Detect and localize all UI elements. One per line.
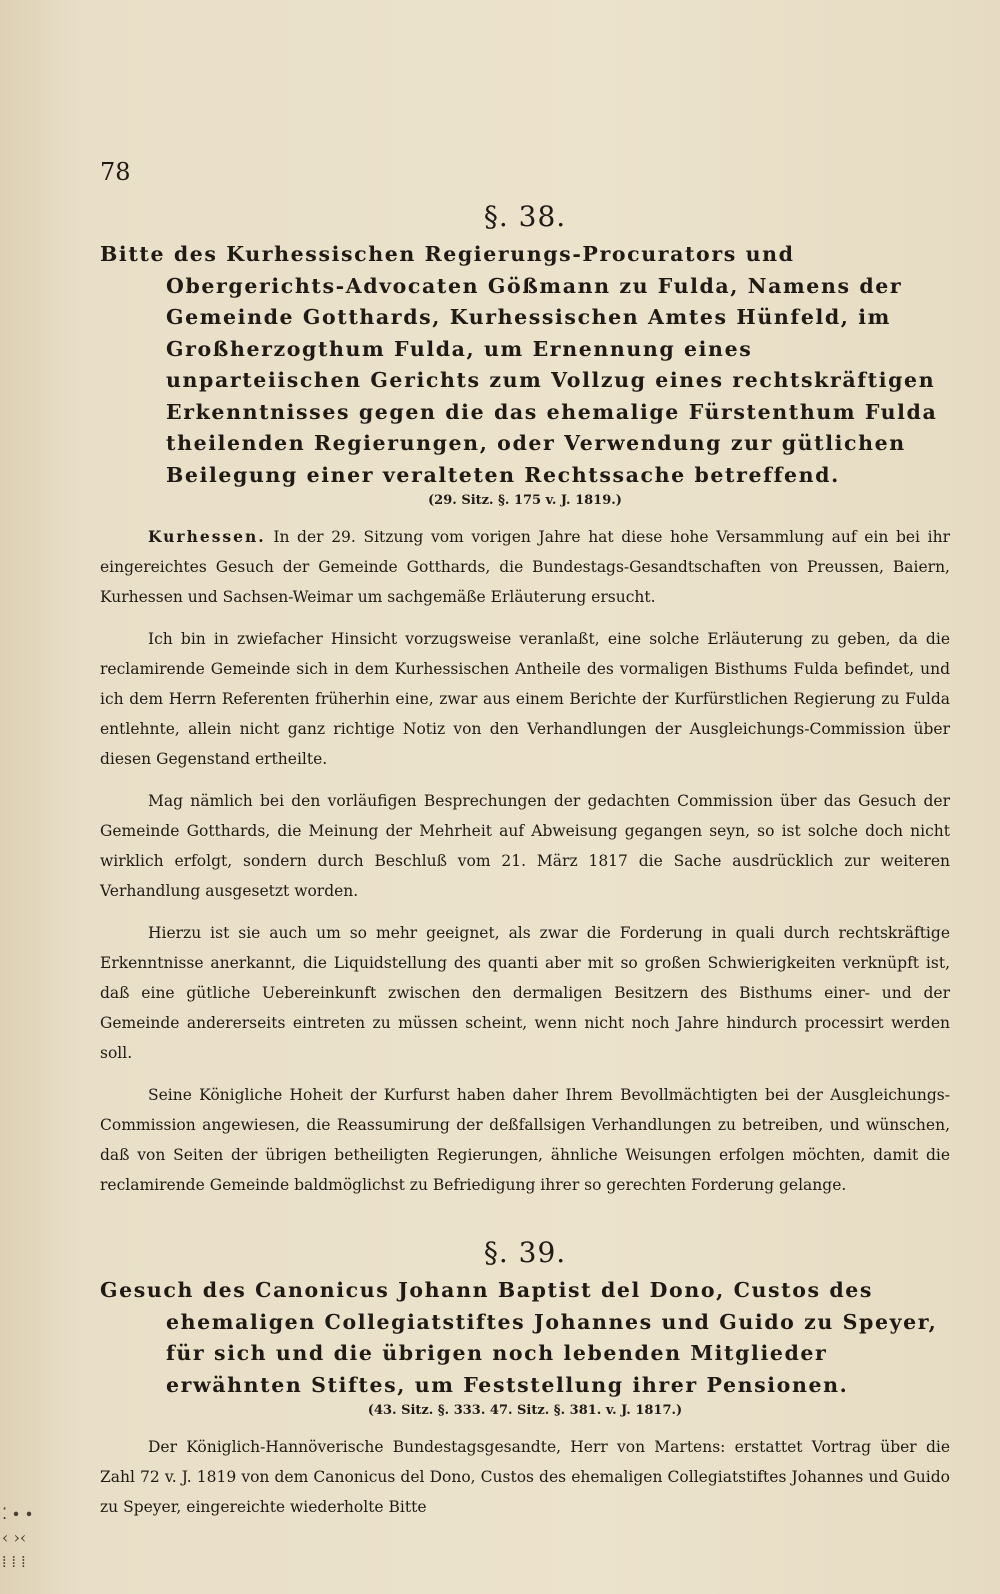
paragraph-text: Seine Königliche Hoheit der Kurfurst haben daher Ihrem Bevollmächtigten bei der Ausgleichungs-Commission angewiesen, die Reassumirung der deßfallsigen Verhandlungen zu betreiben, und wünschen, daß von Seiten der übrigen betheiligten Regierungen, ähnliche Weisungen erfolgen möchten, damit die reclamirende Gemeinde baldmöglichst zu Befriedigung ihrer so gerechten Forderung gelange. (100, 1086, 950, 1194)
paragraph-text: Hierzu ist sie auch um so mehr geeignet, als zwar die Forderung in quali durch rechtskräftige Erkenntnisse anerkannt, die Liquidstellung des quanti aber mit so großen Schwierigkeiten verknüpft ist, daß eine gütliche Uebereinkunft zwischen den dermaligen Besitzern des Bisthums einer- und der Gemeinde andererseits eintreten zu müssen scheint, wenn nicht noch Jahre hindurch processirt werden soll. (100, 924, 950, 1062)
paragraph-text: Ich bin in zwiefacher Hinsicht vorzugsweise veranlaßt, eine solche Erläuterung zu geben, da die reclamirende Gemeinde sich in dem Kurhessischen Antheile des vormaligen Bisthums Fulda befindet, und ich dem Herrn Referenten früherhin eine, zwar aus einem Berichte der Kurfürstlichen Regierung zu Fulda entlehnte, allein nicht ganz richtige Notiz von den Verhandlungen der Ausgleichungs-Commission über diesen Gegenstand ertheilte. (100, 630, 950, 768)
paragraph (100, 1080, 950, 1200)
citation: (29. Sitz. §. 175 v. J. 1819.) (428, 493, 622, 508)
paragraph-text: Mag nämlich bei den vorläufigen Besprechungen der gedachten Commission über das Gesuch der Gemeinde Gotthards, die Meinung der Mehrheit auf Abweisung gegangen seyn, so ist solche doch nicht wirklich erfolgt, sondern durch Beschluß vom 21. März 1817 die Sache ausdrücklich zur weiteren Verhandlung ausgesetzt worden. (100, 792, 950, 900)
paragraph (100, 918, 950, 1068)
paragraph (100, 522, 950, 612)
margin-marks: ⁚ ∙ ∙ ‹ ›‹ ⁞ ⁞ ⁞ (2, 1504, 33, 1571)
paragraph (100, 1432, 950, 1522)
page-content (100, 158, 950, 1534)
section-heading: §. 38. (483, 200, 567, 233)
paragraph-text: In der 29. Sitzung vom vorigen Jahre hat diese hohe Versammlung auf ein bei ihr eingereichtes Gesuch der Gemeinde Gotthards, die Bundestags-Gesandtschaften von Preussen, Baiern, Kurhessen und Sachsen-Weimar um sachgemäße Erläuterung ersucht. (100, 528, 950, 606)
section-title: Gesuch des Canonicus Johann Baptist del Dono, Custos des ehemaligen Collegiatstiftes Johannes und Guido zu Speyer, für sich und die übrigen noch lebenden Mitglieder erwähnten Stiftes, um Feststellung ihrer Pensionen. (100, 1278, 938, 1397)
paragraph (100, 786, 950, 906)
paragraph (100, 624, 950, 774)
paragraph-lead: Kurhessen. (148, 527, 266, 546)
paragraph-text: Der Königlich-Hannöverische Bundestagsgesandte, Herr von Martens: erstattet Vortrag über die Zahl 72 v. J. 1819 von dem Canonicus del Dono, Custos des ehemaligen Collegiatstiftes Johannes und Guido zu Speyer, eingereichte wiederholte Bitte (100, 1438, 950, 1516)
section-title: Bitte des Kurhessischen Regierungs-Procurators und Obergerichts-Advocaten Gößmann zu Fulda, Namens der Gemeinde Gotthards, Kurhessischen Amtes Hünfeld, im Großherzogthum Fulda, um Ernennung eines unparteiischen Gerichts zum Vollzug eines rechtskräftigen Erkenntnisses gegen die das ehemalige Fürstenthum Fulda theilenden Regierungen, oder Verwendung zur gütlichen Beilegung einer veralteten Rechtssache betreffend. (100, 242, 938, 487)
page-number: 78 (100, 158, 131, 186)
section-heading: §. 39. (483, 1236, 567, 1269)
citation: (43. Sitz. §. 333. 47. Sitz. §. 381. v. J. 1817.) (367, 1403, 683, 1418)
